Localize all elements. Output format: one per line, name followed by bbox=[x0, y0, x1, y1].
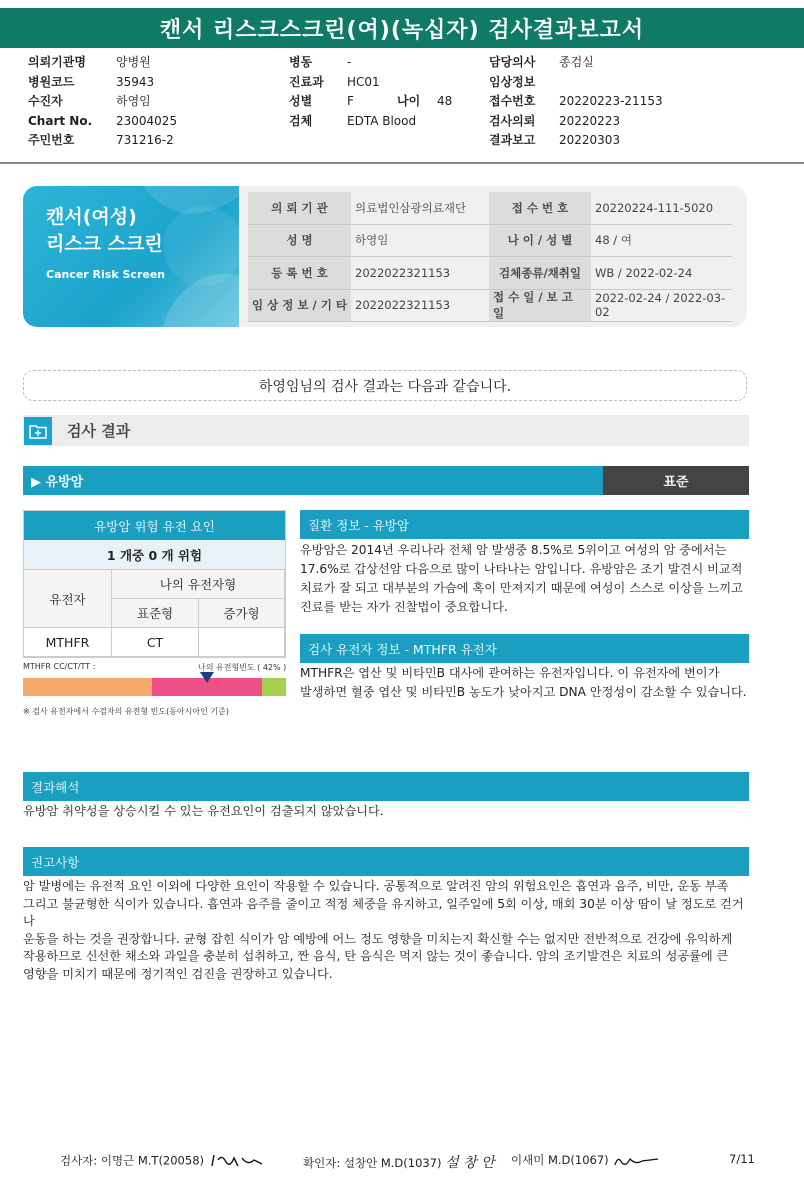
hdr-val: EDTA Blood bbox=[347, 113, 417, 128]
card-value: 하영임 bbox=[355, 233, 389, 248]
genotype-frequency-bar bbox=[23, 678, 286, 696]
card-key: 등 록 번 호 bbox=[248, 257, 351, 289]
footer-third bbox=[511, 1152, 662, 1169]
card-value: 48 / 여 bbox=[595, 233, 632, 248]
header-divider bbox=[0, 162, 804, 164]
section-header bbox=[23, 415, 749, 446]
hdr-key: 검체 bbox=[289, 113, 313, 128]
hdr-key: 의뢰기관명 bbox=[28, 55, 86, 69]
folder-plus-icon bbox=[24, 417, 52, 445]
card-row bbox=[248, 257, 732, 290]
card-info-table bbox=[248, 192, 732, 322]
card-value: 2022-02-24 / 2022-03-02 bbox=[595, 291, 726, 320]
col-gene-header: 유전자 bbox=[24, 570, 112, 628]
freq-segment bbox=[23, 678, 152, 696]
hdr-key: 임상정보 bbox=[489, 74, 536, 89]
card-value: 20220224-111-5020 bbox=[595, 200, 714, 215]
disease-info-line: 17.6%로 갑상선암 다음으로 많이 나타나는 암입니다. 유방암은 조기 발견시 비교적 bbox=[300, 562, 743, 576]
gene-name-cell: MTHFR bbox=[24, 628, 112, 657]
card-title-line1: 캔서(여성) bbox=[46, 206, 137, 228]
cancer-name: ▶ 유방암 bbox=[23, 466, 603, 495]
hdr-val: 양병원 bbox=[116, 55, 151, 69]
hdr-key-age: 나이 bbox=[397, 94, 421, 108]
disease-info-line: 유방암은 2014년 우리나라 전체 암 발생중 8.5%로 5위이고 여성의 암 중에서는 bbox=[300, 543, 727, 557]
card-subtitle: Cancer Risk Screen bbox=[46, 268, 166, 281]
hdr-val: F bbox=[347, 94, 354, 108]
card-key: 의 뢰 기 관 bbox=[248, 192, 351, 224]
gene-table-summary: 1 개중 0 개 위험 bbox=[24, 540, 285, 570]
confirmer-label: 확인자: 설창안 M.D(1037) bbox=[303, 1156, 442, 1170]
hdr-key: 진료과 bbox=[289, 74, 324, 89]
recommendation-title: 권고사항 bbox=[23, 847, 749, 876]
freq-right-label: 나의 유전형빈도 ( 42% ) bbox=[198, 663, 287, 672]
card-value: WB / 2022-02-24 bbox=[595, 265, 693, 280]
hdr-val: 20220223-21153 bbox=[559, 94, 663, 108]
hdr-key: 접수번호 bbox=[489, 94, 536, 108]
card-key: 성 명 bbox=[248, 225, 351, 257]
card-key: 접 수 일 / 보 고 일 bbox=[489, 290, 591, 322]
footer-tester bbox=[60, 1152, 268, 1170]
hdr-key: 주민번호 bbox=[28, 133, 75, 147]
page-number: 7/11 bbox=[729, 1152, 755, 1166]
card-row bbox=[248, 192, 732, 225]
cancer-status-badge: 표준 bbox=[603, 466, 749, 495]
disease-info-body bbox=[300, 541, 749, 617]
hdr-val: 731216-2 bbox=[116, 133, 174, 147]
hdr-key: 병원코드 bbox=[28, 74, 75, 89]
footer-confirmer bbox=[303, 1152, 495, 1172]
card-key: 나 이 / 성 별 bbox=[489, 225, 591, 257]
recommendation-line: 운동을 하는 것을 권장합니다. 균형 잡힌 식이가 암 예방에 어느 정도 영향을 미치는지 확신할 수는 없지만 전반적으로 건강에 유익하게 bbox=[23, 931, 733, 946]
hdr-val: HC01 bbox=[347, 74, 380, 89]
hdr-key: 수진자 bbox=[28, 94, 63, 108]
recommendation-line: 영향을 미치기 때문에 정기적인 검진을 권장하고 있습니다. bbox=[23, 966, 333, 981]
col-standard-header: 표준형 bbox=[112, 599, 199, 628]
report-title: 캔서 리스크스크린(여)(녹십자) 검사결과보고서 bbox=[0, 8, 804, 48]
gene-info-line: 발생하면 혈중 엽산 및 비타민B 농도가 낮아지고 DNA 안정성이 감소할 수 있습니다. bbox=[300, 685, 747, 699]
cancer-header bbox=[23, 466, 749, 495]
hdr-val: 하영임 bbox=[116, 94, 151, 108]
hdr-key: 성별 bbox=[289, 94, 313, 108]
recommendation-body bbox=[23, 878, 749, 983]
hdr-val: 종검실 bbox=[559, 55, 594, 69]
recommendation-line: 암 발병에는 유전적 요인 이외에 다양한 요인이 작용할 수 있습니다. 공통적으로 알려진 암의 위험요인은 흡연과 음주, 비만, 운동 부족 bbox=[23, 879, 729, 893]
card-value: 2022022321153 bbox=[355, 298, 451, 313]
hdr-val: 35943 bbox=[116, 74, 155, 89]
freq-segment bbox=[262, 678, 286, 696]
col-increased-header: 증가형 bbox=[199, 599, 285, 628]
confirmer-signature: 설 창 안 bbox=[445, 1155, 495, 1171]
third-label: 이새미 M.D(1067) bbox=[511, 1153, 609, 1167]
card-value: 2022022321153 bbox=[355, 265, 451, 280]
gene-info-body bbox=[300, 664, 749, 702]
hdr-key: Chart No. bbox=[28, 113, 93, 128]
tester-signature-icon bbox=[208, 1152, 268, 1170]
result-greeting: 하영임님의 검사 결과는 다음과 같습니다. bbox=[23, 370, 747, 401]
header-col-2 bbox=[289, 53, 452, 131]
card-key: 검체종류/채취일 bbox=[489, 257, 591, 289]
card-value: 의료법인삼광의료재단 bbox=[355, 200, 467, 215]
disease-info-line: 진료를 받는 자가 진찰법이 중요합니다. bbox=[300, 600, 508, 614]
card-key: 임 상 정 보 / 기 타 bbox=[248, 290, 351, 322]
patient-card bbox=[23, 186, 747, 327]
gene-standard-cell: CT bbox=[112, 628, 199, 657]
col-my-genotype-header: 나의 유전자형 bbox=[112, 570, 285, 599]
header-col-1 bbox=[28, 53, 177, 151]
disease-info-title: 질환 정보 - 유방암 bbox=[300, 510, 749, 539]
recommendation-line: 작용하므로 신선한 채소와 과일을 충분히 섭취하고, 짠 음식, 탄 음식은 먹지 않는 것이 좋습니다. 암의 조기발견은 치료의 성공률에 큰 bbox=[23, 949, 729, 963]
hdr-val-age: 48 bbox=[437, 94, 453, 108]
card-title-line2: 리스크 스크린 bbox=[46, 233, 163, 255]
gene-info-title: 검사 유전자 정보 - MTHFR 유전자 bbox=[300, 634, 749, 663]
recommendation-line: 그리고 불균형한 식이가 있습니다. 흡연과 음주를 줄이고 적정 체중을 유지하고, 일주일에 5회 이상, 매회 30분 이상 땀이 날 정도로 걷거나 bbox=[23, 896, 744, 928]
header-col-3 bbox=[489, 53, 663, 151]
gene-table-header: 유방암 위험 유전 요인 bbox=[24, 511, 285, 540]
gene-risk-table bbox=[23, 510, 286, 658]
section-title: 검사 결과 bbox=[67, 422, 131, 440]
interpretation-title: 결과해석 bbox=[23, 772, 749, 801]
tester-label: 검사자: 이명근 M.T(20058) bbox=[60, 1153, 204, 1168]
card-row bbox=[248, 225, 732, 258]
interpretation-text: 유방암 취약성을 상승시킬 수 있는 유전요인이 검출되지 않았습니다. bbox=[23, 804, 384, 818]
card-row bbox=[248, 290, 732, 323]
hdr-key: 결과보고 bbox=[489, 133, 536, 147]
gene-table-grid bbox=[24, 570, 285, 657]
gene-increased-cell bbox=[199, 628, 285, 657]
freq-note: ※ 검사 유전자에서 수검자의 유전형 빈도(동아시아인 기준) bbox=[23, 707, 229, 716]
hdr-key: 검사의뢰 bbox=[489, 113, 536, 128]
freq-left-label: MTHFR CC/CT/TT : bbox=[23, 662, 96, 671]
my-genotype-marker-icon bbox=[200, 672, 214, 683]
hdr-key: 병동 bbox=[289, 55, 313, 69]
card-key: 접 수 번 호 bbox=[489, 192, 591, 224]
hdr-key: 담당의사 bbox=[489, 55, 536, 69]
gene-info-line: MTHFR은 엽산 및 비타민B 대사에 관여하는 유전자입니다. 이 유전자에 변이가 bbox=[300, 666, 720, 680]
hdr-val: - bbox=[347, 55, 352, 69]
hdr-val: 20220303 bbox=[559, 133, 621, 147]
hdr-val: 20220223 bbox=[559, 113, 621, 128]
hdr-val: 23004025 bbox=[116, 113, 178, 128]
card-banner bbox=[23, 186, 239, 327]
third-signature-icon bbox=[612, 1153, 662, 1169]
disease-info-line: 치료가 잘 되고 대부분의 가슴에 혹이 만져지기 때문에 여성이 스스로 이상을 느끼고 bbox=[300, 581, 743, 595]
